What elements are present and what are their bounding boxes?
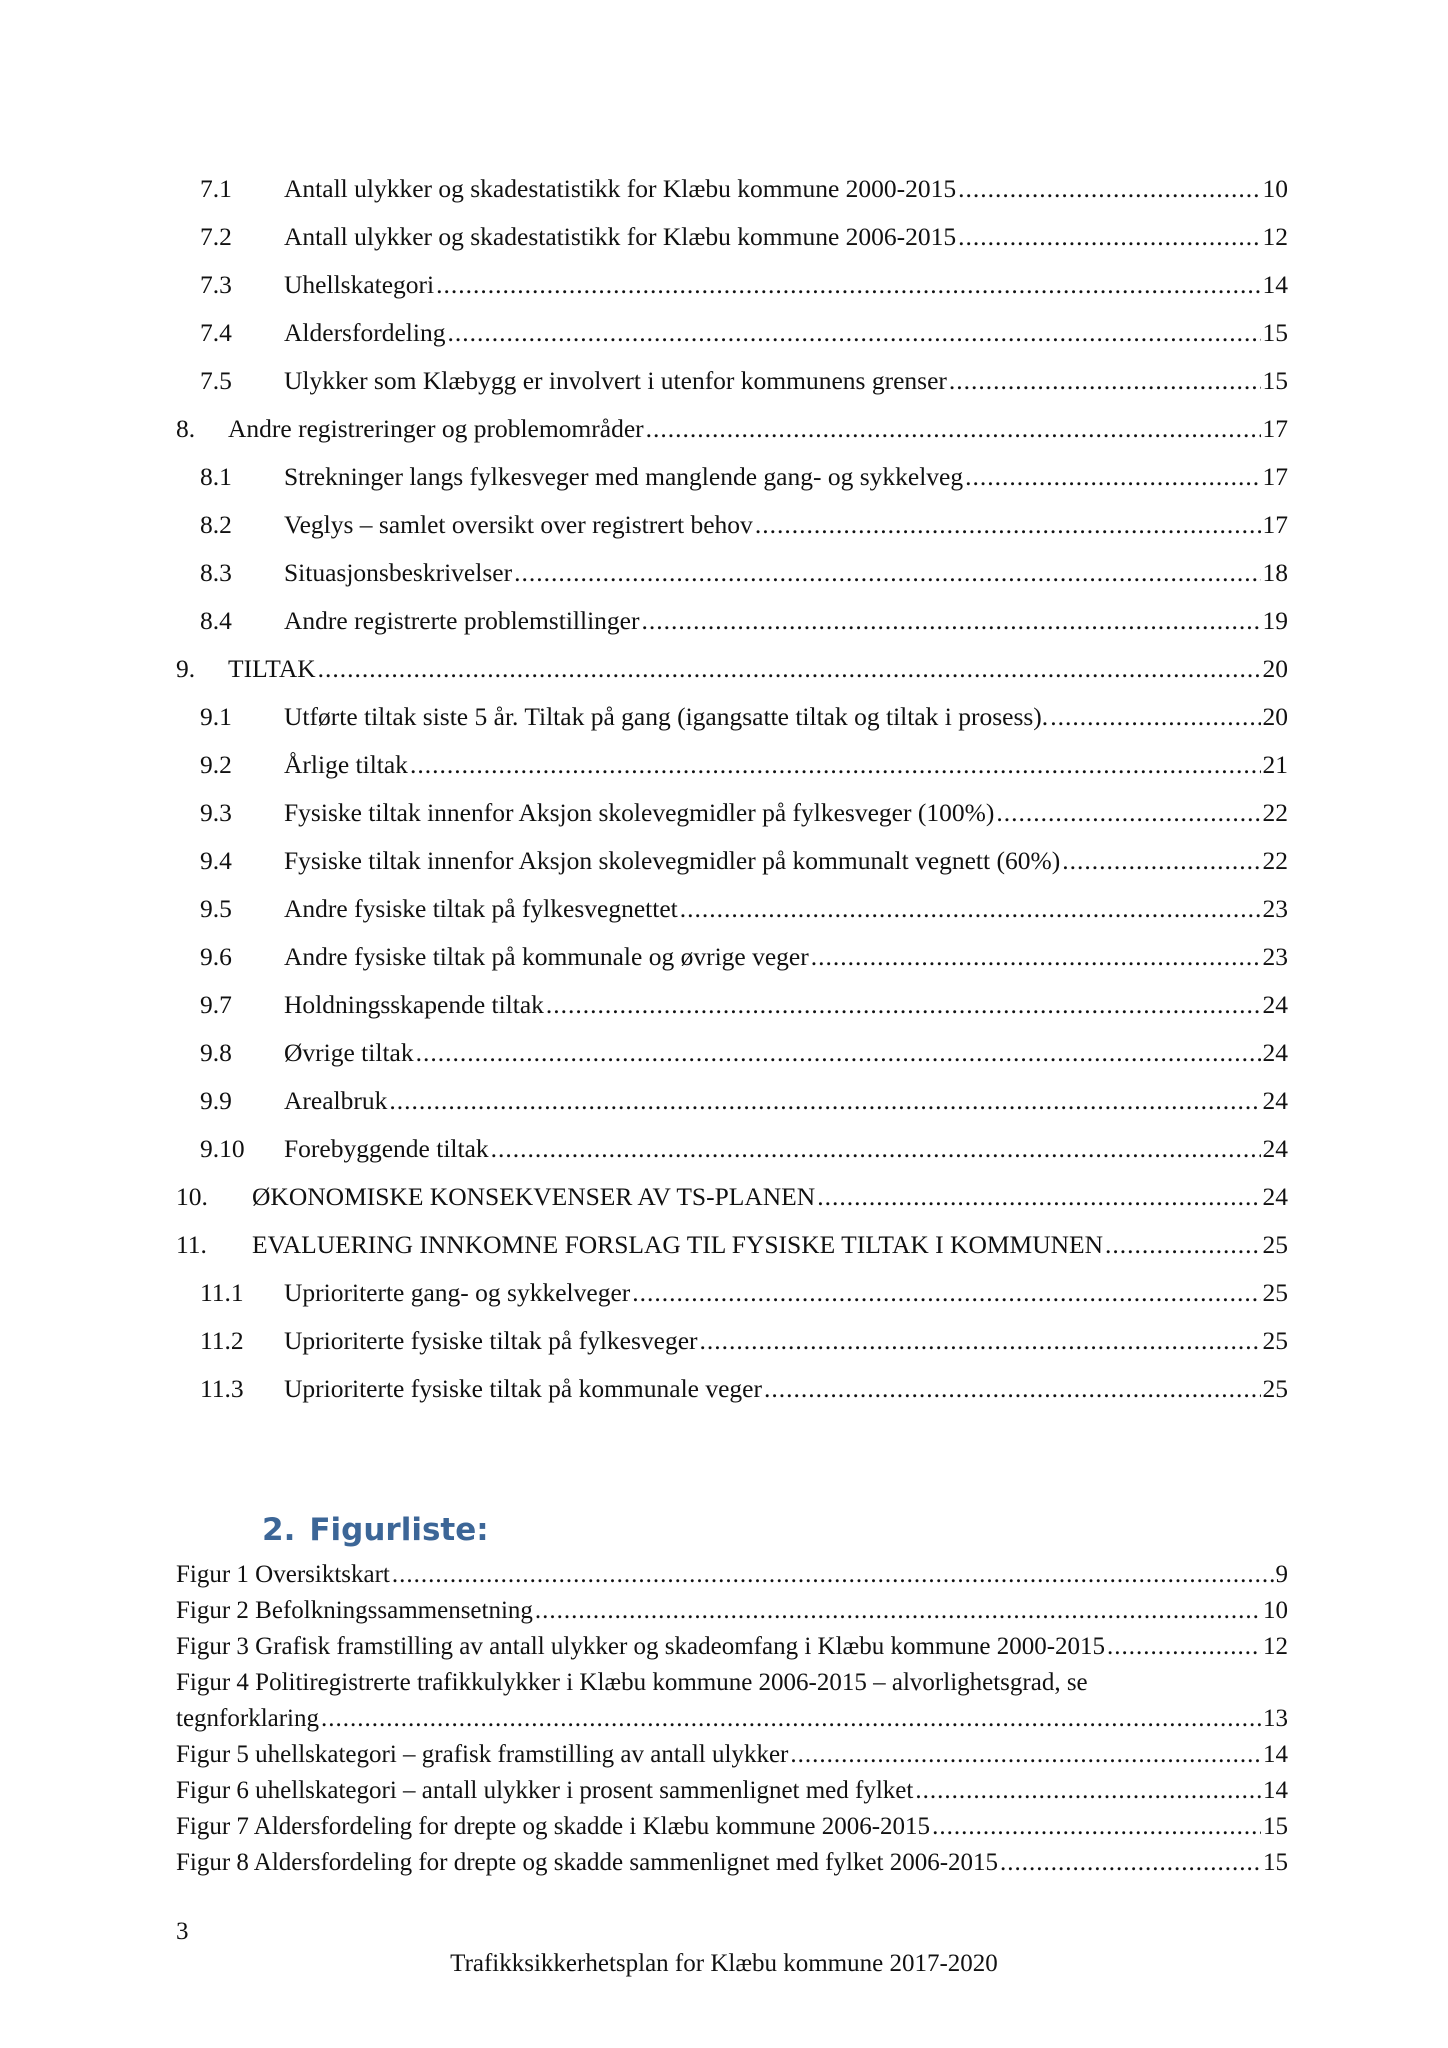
toc-entry-title: Antall ulykker og skadestatistikk for Klæbu kommune 2006-2015 bbox=[284, 220, 956, 254]
toc-dot-leader bbox=[318, 652, 1261, 686]
toc-entry-title: Uprioriterte fysiske tiltak på kommunale veger bbox=[284, 1372, 762, 1406]
toc-entry-title: EVALUERING INNKOMNE FORSLAG TIL FYSISKE TILTAK I KOMMUNEN bbox=[252, 1228, 1103, 1262]
toc-entry-title: Andre fysiske tiltak på kommunale og øvrige veger bbox=[284, 940, 809, 974]
toc-dot-leader bbox=[949, 364, 1261, 398]
toc-dot-leader bbox=[436, 268, 1260, 302]
toc-entry-number: 9.3 bbox=[200, 798, 232, 827]
figure-dot-leader bbox=[535, 1593, 1261, 1629]
figure-entry[interactable] bbox=[176, 1809, 1288, 1845]
toc-entry-title: Andre registreringer og problemområder bbox=[228, 412, 644, 446]
figure-dot-leader bbox=[915, 1773, 1261, 1809]
toc-entry[interactable] bbox=[176, 988, 1288, 1036]
figure-dot-leader bbox=[1000, 1845, 1261, 1881]
toc-dot-leader bbox=[700, 1324, 1261, 1358]
toc-entry[interactable] bbox=[176, 1228, 1288, 1276]
figure-entry[interactable] bbox=[176, 1845, 1288, 1881]
toc-entry-page: 23 bbox=[1262, 894, 1288, 923]
figure-entry-page: 12 bbox=[1263, 1633, 1288, 1660]
toc-entry[interactable] bbox=[176, 1372, 1288, 1420]
toc-entry-page: 17 bbox=[1262, 510, 1288, 539]
figure-dot-leader bbox=[790, 1737, 1261, 1773]
toc-entry-number: 9. bbox=[176, 654, 196, 683]
toc-entry-page: 15 bbox=[1262, 366, 1288, 395]
toc-dot-leader bbox=[811, 940, 1261, 974]
toc-entry[interactable] bbox=[176, 364, 1288, 412]
toc-entry-page: 10 bbox=[1262, 174, 1288, 203]
toc-entry-page: 24 bbox=[1262, 1038, 1288, 1067]
toc-entry-title: Fysiske tiltak innenfor Aksjon skolevegmidler på fylkesveger (100%) bbox=[284, 796, 994, 830]
toc-dot-leader bbox=[1050, 700, 1260, 734]
toc-entry[interactable] bbox=[176, 796, 1288, 844]
toc-entry[interactable] bbox=[176, 1036, 1288, 1084]
toc-dot-leader bbox=[1062, 844, 1260, 878]
figure-entry-title-line1: Figur 4 Politiregistrerte trafikkulykker i Klæbu kommune 2006-2015 – alvorlighetsgrad, se bbox=[176, 1669, 1088, 1696]
toc-entry-number: 9.6 bbox=[200, 942, 232, 971]
figure-list-heading-number: 2. bbox=[262, 1512, 296, 1548]
toc-entry-number: 7.1 bbox=[200, 174, 232, 203]
toc-entry-page: 19 bbox=[1262, 606, 1288, 635]
toc-entry[interactable] bbox=[176, 700, 1288, 748]
figure-entry[interactable] bbox=[176, 1629, 1288, 1665]
toc-entry-page: 12 bbox=[1262, 222, 1288, 251]
toc-entry[interactable] bbox=[176, 412, 1288, 460]
figure-entry-title: Figur 1 Oversiktskart bbox=[176, 1561, 390, 1588]
toc-entry-page: 15 bbox=[1262, 318, 1288, 347]
toc-entry[interactable] bbox=[176, 268, 1288, 316]
figure-entry-page: 13 bbox=[1263, 1705, 1288, 1732]
figure-entry[interactable] bbox=[176, 1737, 1288, 1773]
figure-entry-page: 15 bbox=[1263, 1849, 1288, 1876]
figure-dot-leader bbox=[932, 1809, 1261, 1845]
toc-entry-page: 21 bbox=[1262, 750, 1288, 779]
figure-entry-page: 10 bbox=[1263, 1597, 1288, 1624]
toc-entry-title: Holdningsskapende tiltak bbox=[284, 988, 544, 1022]
toc-dot-leader bbox=[447, 316, 1260, 350]
toc-entry-number: 7.2 bbox=[200, 222, 232, 251]
figure-list-heading bbox=[262, 1512, 489, 1548]
toc-dot-leader bbox=[546, 988, 1261, 1022]
toc-entry-number: 11.1 bbox=[200, 1278, 244, 1307]
toc-entry-number: 9.4 bbox=[200, 846, 232, 875]
toc-entry-number: 9.2 bbox=[200, 750, 232, 779]
toc-entry[interactable] bbox=[176, 460, 1288, 508]
toc-dot-leader bbox=[996, 796, 1260, 830]
toc-entry-title: Strekninger langs fylkesveger med manglende gang- og sykkelveg bbox=[284, 460, 963, 494]
toc-entry-page: 17 bbox=[1262, 414, 1288, 443]
toc-entry-title: Utførte tiltak siste 5 år. Tiltak på gang (igangsatte tiltak og tiltak i prosess). bbox=[284, 700, 1048, 734]
toc-entry[interactable] bbox=[176, 1084, 1288, 1132]
table-of-contents bbox=[176, 172, 1288, 1420]
figure-entry[interactable] bbox=[176, 1557, 1288, 1593]
toc-entry-page: 22 bbox=[1262, 846, 1288, 875]
figure-entry[interactable] bbox=[176, 1773, 1288, 1809]
figure-dot-leader bbox=[321, 1701, 1261, 1737]
figure-entry-title: Figur 5 uhellskategori – grafisk framstilling av antall ulykker bbox=[176, 1741, 789, 1768]
figure-entry-page: 14 bbox=[1263, 1741, 1288, 1768]
figure-entry-page: 15 bbox=[1263, 1813, 1288, 1840]
toc-entry-number: 9.1 bbox=[200, 702, 232, 731]
toc-entry-number: 7.3 bbox=[200, 270, 232, 299]
toc-entry[interactable] bbox=[176, 1132, 1288, 1180]
toc-entry-number: 11.3 bbox=[200, 1374, 244, 1403]
toc-entry[interactable] bbox=[176, 172, 1288, 220]
toc-dot-leader bbox=[491, 1132, 1261, 1166]
toc-entry-number: 9.9 bbox=[200, 1086, 232, 1115]
toc-entry-title: Øvrige tiltak bbox=[284, 1036, 414, 1070]
toc-entry-number: 10. bbox=[176, 1182, 208, 1211]
toc-entry-number: 9.7 bbox=[200, 990, 232, 1019]
figure-entry-page: 9 bbox=[1275, 1561, 1288, 1588]
toc-entry-number: 11.2 bbox=[200, 1326, 244, 1355]
toc-entry-number: 8.4 bbox=[200, 606, 232, 635]
toc-dot-leader bbox=[514, 556, 1260, 590]
figure-entry-title: Figur 3 Grafisk framstilling av antall ulykker og skadeomfang i Klæbu kommune 2000-2015 bbox=[176, 1633, 1106, 1660]
toc-entry-title: Ulykker som Klæbygg er involvert i utenfor kommunens grenser bbox=[284, 364, 947, 398]
figure-entry[interactable] bbox=[176, 1701, 1288, 1737]
toc-dot-leader bbox=[632, 1276, 1260, 1310]
toc-dot-leader bbox=[680, 892, 1261, 926]
toc-entry-title: Årlige tiltak bbox=[284, 748, 408, 782]
toc-entry-number: 11. bbox=[176, 1230, 207, 1259]
toc-entry[interactable] bbox=[176, 556, 1288, 604]
toc-entry-page: 25 bbox=[1262, 1374, 1288, 1403]
toc-entry-number: 7.4 bbox=[200, 318, 232, 347]
toc-entry-title: Uprioriterte gang- og sykkelveger bbox=[284, 1276, 630, 1310]
toc-entry-page: 20 bbox=[1262, 654, 1288, 683]
toc-dot-leader bbox=[817, 1180, 1260, 1214]
toc-entry-title: Uprioriterte fysiske tiltak på fylkesveger bbox=[284, 1324, 698, 1358]
figure-entry-title: Figur 2 Befolkningssammensetning bbox=[176, 1597, 533, 1624]
toc-entry-title: Forebyggende tiltak bbox=[284, 1132, 489, 1166]
page-number: 3 bbox=[176, 1918, 189, 1945]
figure-dot-leader bbox=[1107, 1629, 1261, 1665]
toc-entry-page: 25 bbox=[1262, 1230, 1288, 1259]
toc-entry-number: 8. bbox=[176, 414, 196, 443]
toc-entry-page: 14 bbox=[1262, 270, 1288, 299]
figure-entry-title: Figur 7 Aldersfordeling for drepte og skadde i Klæbu kommune 2006-2015 bbox=[176, 1813, 931, 1840]
toc-entry-title: TILTAK bbox=[228, 652, 316, 686]
toc-entry[interactable] bbox=[176, 748, 1288, 796]
figure-entry-title: Figur 6 uhellskategori – antall ulykker i prosent sammenlignet med fylket bbox=[176, 1777, 914, 1804]
toc-entry-title: Andre fysiske tiltak på fylkesvegnettet bbox=[284, 892, 678, 926]
figure-entry-title: Figur 8 Aldersfordeling for drepte og skadde sammenlignet med fylket 2006-2015 bbox=[176, 1849, 999, 1876]
toc-entry-page: 24 bbox=[1262, 990, 1288, 1019]
toc-entry-title: Situasjonsbeskrivelser bbox=[284, 556, 512, 590]
toc-entry-page: 20 bbox=[1262, 702, 1288, 731]
toc-entry-number: 7.5 bbox=[200, 366, 232, 395]
toc-entry-title: Arealbruk bbox=[284, 1084, 387, 1118]
figure-list-heading-title: Figurliste: bbox=[309, 1512, 489, 1548]
footer-document-title: Trafikksikkerhetsplan for Klæbu kommune 2017-2020 bbox=[450, 1950, 998, 1977]
toc-entry-title: Uhellskategori bbox=[284, 268, 434, 302]
toc-dot-leader bbox=[755, 508, 1261, 542]
toc-dot-leader bbox=[958, 220, 1260, 254]
toc-entry-number: 8.3 bbox=[200, 558, 232, 587]
toc-dot-leader bbox=[389, 1084, 1260, 1118]
toc-entry-title: Aldersfordeling bbox=[284, 316, 445, 350]
toc-entry-number: 8.1 bbox=[200, 462, 232, 491]
toc-entry-title: Veglys – samlet oversikt over registrert behov bbox=[284, 508, 753, 542]
toc-dot-leader bbox=[1105, 1228, 1260, 1262]
figure-entry-title: tegnforklaring bbox=[176, 1705, 320, 1732]
toc-entry[interactable] bbox=[176, 508, 1288, 556]
toc-dot-leader bbox=[410, 748, 1261, 782]
toc-entry-page: 24 bbox=[1262, 1182, 1288, 1211]
toc-entry-title: ØKONOMISKE KONSEKVENSER AV TS-PLANEN bbox=[252, 1180, 815, 1214]
toc-dot-leader bbox=[641, 604, 1260, 638]
toc-dot-leader bbox=[965, 460, 1260, 494]
toc-entry-number: 9.10 bbox=[200, 1134, 245, 1163]
toc-entry-page: 24 bbox=[1262, 1134, 1288, 1163]
toc-entry-number: 8.2 bbox=[200, 510, 232, 539]
toc-entry-title: Fysiske tiltak innenfor Aksjon skolevegmidler på kommunalt vegnett (60%) bbox=[284, 844, 1060, 878]
toc-entry-number: 9.8 bbox=[200, 1038, 232, 1067]
figure-entry[interactable] bbox=[176, 1593, 1288, 1629]
toc-dot-leader bbox=[958, 172, 1260, 206]
toc-entry-number: 9.5 bbox=[200, 894, 232, 923]
toc-entry[interactable] bbox=[176, 892, 1288, 940]
figure-list bbox=[176, 1557, 1288, 1881]
toc-dot-leader bbox=[646, 412, 1261, 446]
toc-entry[interactable] bbox=[176, 652, 1288, 700]
toc-entry[interactable] bbox=[176, 220, 1288, 268]
toc-entry-title: Antall ulykker og skadestatistikk for Klæbu kommune 2000-2015 bbox=[284, 172, 956, 206]
toc-entry-page: 25 bbox=[1262, 1326, 1288, 1355]
toc-entry-page: 23 bbox=[1262, 942, 1288, 971]
toc-entry[interactable] bbox=[176, 1276, 1288, 1324]
figure-entry-page: 14 bbox=[1263, 1777, 1288, 1804]
toc-entry[interactable] bbox=[176, 316, 1288, 364]
toc-dot-leader bbox=[764, 1372, 1261, 1406]
toc-entry-page: 22 bbox=[1262, 798, 1288, 827]
toc-entry[interactable] bbox=[176, 604, 1288, 652]
toc-entry-page: 25 bbox=[1262, 1278, 1288, 1307]
toc-entry[interactable] bbox=[176, 844, 1288, 892]
toc-entry-title: Andre registrerte problemstillinger bbox=[284, 604, 639, 638]
figure-dot-leader bbox=[392, 1557, 1274, 1593]
toc-entry-page: 24 bbox=[1262, 1086, 1288, 1115]
toc-entry[interactable] bbox=[176, 940, 1288, 988]
toc-dot-leader bbox=[416, 1036, 1261, 1070]
toc-entry[interactable] bbox=[176, 1180, 1288, 1228]
toc-entry-page: 17 bbox=[1262, 462, 1288, 491]
toc-entry[interactable] bbox=[176, 1324, 1288, 1372]
toc-entry-page: 18 bbox=[1262, 558, 1288, 587]
